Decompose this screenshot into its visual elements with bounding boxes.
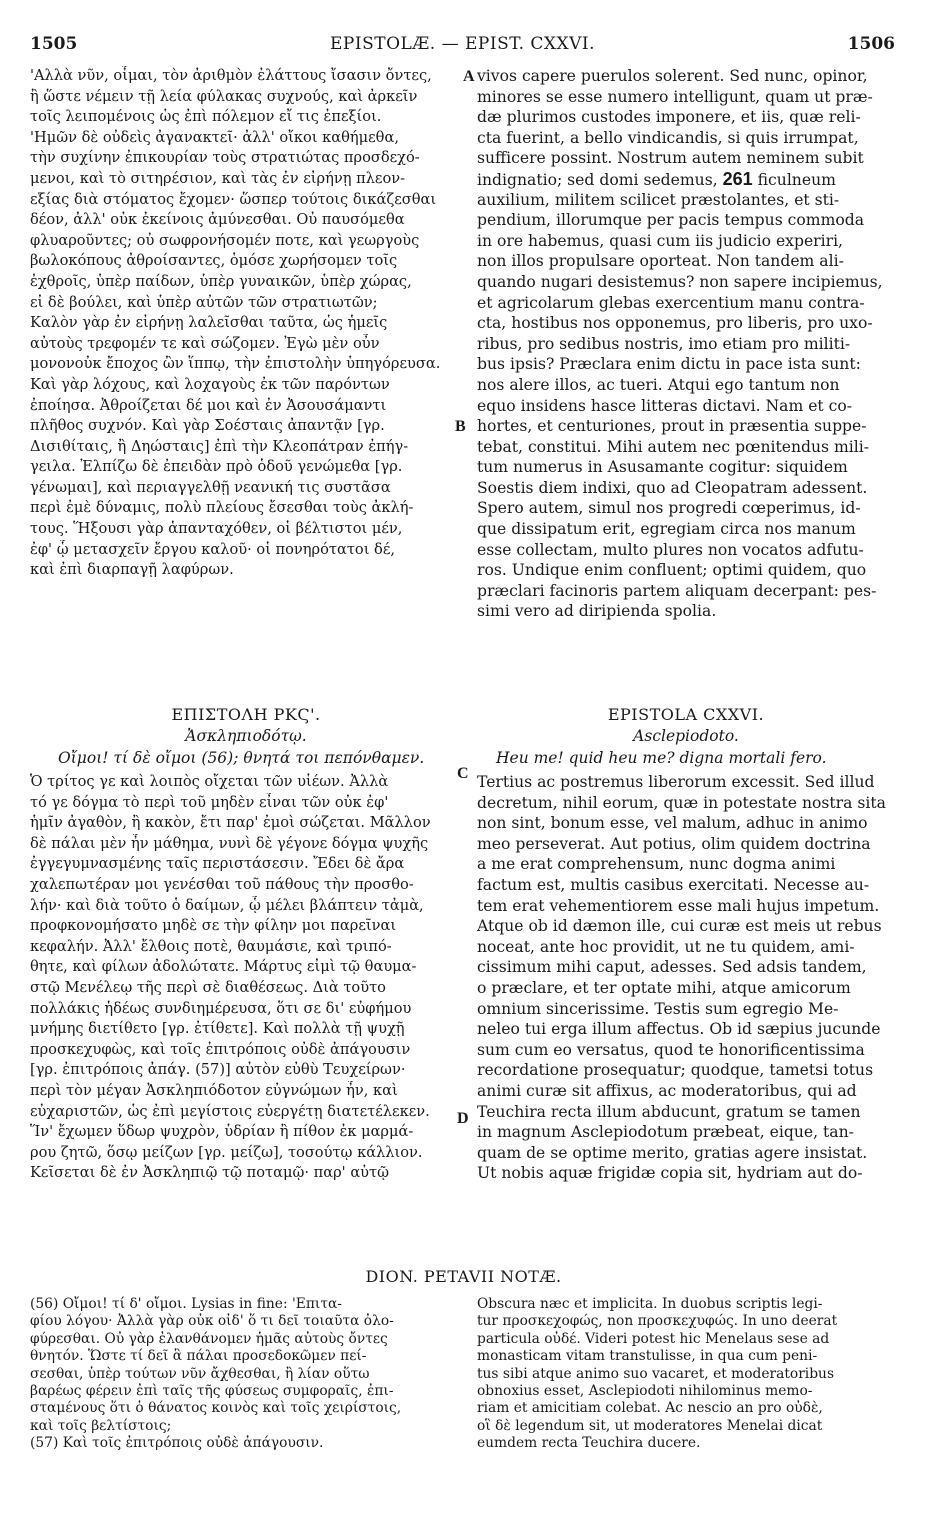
greek-line: προσκεχυφὼς, καὶ τοῖς ἐπιτρόποις οὐδὲ ἀπάγουσιν [30,1040,411,1058]
latin-letter-addressee: Asclepiodoto. [633,727,739,745]
greek-line: [γρ. ἐπιτρόποις ἀπάγ. (57)] αὐτὸν εὐθὺ Τευχείρων· [30,1061,406,1079]
latin-line: cta, hostibus nos opponemus, pro liberis, pro uxo- [477,314,873,333]
latin-line: tebat, constitui. Mihi autem nec pœnitendus mili- [477,437,870,456]
latin-line: non illos propulsare oporteat. Non tandem ali- [477,252,844,271]
greek-line: ἢ ὥστε νέμειν τῇ λεία φύλακας συχνούς, καὶ ἀρκεῖν [30,87,418,105]
latin-line: decretum, nihil eorum, quæ in potestate nostra sita [477,793,886,812]
latin-line: vivos capere puerulos solerent. Sed nunc, opinor, [477,67,868,85]
note-line: (57) Καὶ τοῖς ἐπιτρόποις οὐδὲ ἀπάγουσιν. [30,1435,324,1452]
latin-line: sum cum eo versatus, quod te honorificentissima [477,1040,865,1059]
latin-line: meo perseverat. Aut potius, olim quidem doctrina [477,834,871,853]
note-line: obnoxius esset, Asclepiodoti nihilominus memo- [477,1382,813,1399]
latin-line: cissimum mihi caput, adesses. Sed adsis tandem, [477,958,867,977]
latin-text-top [477,66,895,696]
latin-line [477,169,895,190]
latin-line: omnium sincerissime. Testis sum egregio Me- [477,999,839,1018]
greek-line: τό γε δόγμα τὸ περὶ τοῦ μηδὲν εἶναι τῶν οὐκ ἐφ' [30,793,389,811]
greek-line: Καλὸν γὰρ ἐν εἰρήνῃ λαλεῖσθαι ταῦτα, ὡς ἡμεῖς [30,314,388,332]
latin-line: ribus, pro sedibus nostris, imo etiam pro militi- [477,334,851,353]
running-title: EPISTOLÆ. — EPIST. CXXVI. [330,34,595,54]
latin-line: sufficere possint. Nostrum autem neminem subit [477,149,864,168]
latin-line-text: ficulneum [752,170,836,189]
latin-line: Spero autem, simul nos progredi cœperimus, id- [477,499,861,518]
note-line: σταμένους ὅτι ὁ θάνατος κοινὸς καὶ τοῖς χειρίστοις, [30,1400,402,1417]
note-line: eumdem recta Teuchira ducere. [477,1435,701,1452]
latin-line: Teuchira recta illum abducunt, gratum se tamen [477,1102,861,1121]
greek-line: μονονοὐκ ἔποχος ὢν ἵππῳ, τὴν ἐπιστολὴν ὑπηγόρευσα. [30,355,441,373]
latin-letter-epigraph: Heu me! quid heu me? digna mortali fero. [496,749,827,767]
greek-line: ἡμῖν ἀγαθὸν, ἢ κακὸν, ἔτι παρ' ἐμοὶ σώζεται. Μᾶλλον [30,814,431,832]
note-line: θνητόν. Ὥστε τί δεῖ ἃ πάλαι προσεδοκῶμεν πεί- [30,1348,367,1365]
greek-line: Ὁ τρίτος γε καὶ λοιπὸς οἴχεται τῶν υἱέων. Ἀλλὰ [30,773,389,790]
latin-line: Soestis diem indixi, quo ad Cleopatram adessent. [477,478,868,497]
latin-line: auxilium, militem scilicet præstolantes, et sti- [477,190,840,209]
latin-line: non sint, bonum esse, vel malum, adhuc in animo [477,814,868,833]
notes-left-column [30,1296,468,1466]
greek-line: ἐφ' ᾧ μετασχεῖν ἔργου καλοῦ· οἱ πονηρότατοι δέ, [30,540,396,558]
latin-line: cta fuerint, a bello vindicandis, si quis irrumpat, [477,128,859,147]
latin-line: que dissipatum erit, egregiam circa nos manum [477,520,856,539]
greek-line: ἐγγεγυμνασμένης ταῖς περιστάσεσιν. Ἔδει δὲ ἄρα [30,855,405,873]
greek-line: εἰ δὲ βούλει, καὶ ὑπὲρ αὐτῶν τῶν στρατιωτῶν; [30,293,378,311]
greek-line: δέον, ἀλλ' οὐκ ἐκείνοις ἀμύνεσθαι. Οὐ παυσόμεθα [30,211,405,229]
greek-line: γειλα. Ἐλπίζω δὲ ἐπειδὰν πρὸ ὁδοῦ γενώμεθα [γρ. [30,458,403,476]
greek-letter-addressee: Ἀσκληπιοδότῳ. [185,727,307,745]
greek-line: μενοι, καὶ τὸ σιτηρέσιον, καὶ τὰς ἐν εἰρήνῃ πλεον- [30,169,406,187]
greek-line: κεφαλήν. Ἀλλ' ἔλθοις ποτὲ, θαυμάσιε, καὶ τριπό- [30,937,392,955]
note-line: monasticam vitam transtulisse, in qua cum peni- [477,1348,818,1365]
note-line: particula οὐδέ. Videri potest hic Menelaus sese ad [477,1330,830,1347]
latin-line: a me erat comprehensum, nunc dogma animi [477,855,836,874]
latin-line: o præclare, et ter optate mihi, atque amicorum [477,978,851,997]
greek-letter-title: ΕΠΙΣΤΟΛΗ ΡΚϚ'. [171,705,321,724]
latin-line: minores se esse numero intelligunt, quam ut præ- [477,87,873,106]
greek-line: πλῆθος συχνόν. Καὶ γὰρ Σοέσταις ἀπαντᾷν [γρ. [30,417,385,435]
latin-line: quam de se optime merito, gratias agere insistat. [477,1143,868,1162]
greek-letter-body [30,772,462,1192]
latin-line: Ut nobis aquæ frigidæ copia sit, hydriam aut do- [477,1164,863,1183]
page-header [30,34,895,56]
greek-line: προφκονομήσατο μηδὲ σε τὴν φίλην μοι παρεῖναι [30,917,397,935]
latin-line: factum est, multis casibus exercitati. Necesse au- [477,875,870,894]
greek-line: ρου ζητῶ, ὅσῳ μείζων [γρ. μείζω], τοσούτῳ κάλλιον. [30,1143,423,1161]
greek-line: δὲ πάλαι μὲν ἦν μάθημα, νυνὶ δὲ γέγονε δόγμα ψυχῆς [30,834,429,852]
greek-line: Ἵν' ἔχωμεν ὕδωρ ψυχρὸν, ὑδρίαν ἢ πίθον ἐκ μαρμά- [30,1123,414,1141]
greek-line: Δισιθίταις, ἢ Δηώσταις] ἐπὶ τὴν Κλεοπάτραν ἐπήγ- [30,437,409,455]
greek-line: γένωμαι], καὶ περιαγγελθῇ νεανική τις συστᾶσα [30,478,391,496]
note-line: καὶ τοῖς βελτίστοις; [30,1417,172,1434]
note-line: φίου λόγου· Ἀλλὰ γὰρ οὐκ οἶδ' ὅ τι δεῖ τοιαῦτα ὀλο- [30,1313,394,1330]
greek-line: τοῖς λειπομένοις ὡς ἐπὶ πόλεμον εἴ τις ἐπεξίοι. [30,108,382,126]
greek-line: μνήμης διετίθετο [γρ. ἐτίθετε]. Καὶ πολλὰ τῇ ψυχῇ [30,1020,405,1038]
latin-line: in ore habemus, quasi cum iis judicio experiri, [477,231,844,250]
latin-line: tem erat vehementiorem esse mali hujus impetum. [477,896,880,915]
greek-line: πολλάκις ἡδέως συνδιημέρευσα, ὅτι σε δι' εὐφήμου [30,999,412,1017]
latin-line: animi curæ sit affixus, ac moderatoribus, qui ad [477,1081,857,1100]
note-line: οἳ δὲ legendum sit, ut moderatores Menelai dicat [477,1417,823,1434]
column-number-261: 261 [722,168,753,189]
greek-line: εὐχαριστῶν, ὡς ἐπὶ μεγίστοις εὐεργέτῃ διατετέλεκεν. [30,1102,430,1120]
greek-line: περὶ ἐμὲ δύναμις, πολὺ πλείους ἔσεσθαι τοὺς ἀκλή- [30,499,414,517]
latin-line: recordatione prosequatur; quodque, tametsi totus [477,1061,874,1080]
latin-line: in magnum Asclepiodotum præbeat, eique, tan- [477,1123,854,1142]
note-line: riam et amicitiam colebat. Ac nescio an pro οὐδὲ, [477,1400,823,1417]
greek-line: αὐτοὺς τρεφομέν τε καὶ σώζομεν. Ἐγὼ μὲν οὖν [30,334,380,352]
latin-line: neleo tui erga illum affectus. Ob id sæpius jucunde [477,1020,881,1039]
greek-text-top [30,66,462,586]
greek-line: βωλοκόπους ἀθροίσαντες, ὁμόσε χωρήσομεν τοῖς [30,252,398,270]
greek-line: στῷ Μενέλεῳ τῆς περὶ σὲ διαθέσεως. Διὰ τοῦτο [30,978,386,996]
greek-line: φλυαροῦντες; οὐ σωφρονήσομέν ποτε, καὶ γεωργοὺς [30,231,420,249]
note-line: tur προσκεχοφώς, non προσκεχυφώς. In uno deerat [477,1313,838,1330]
latin-line: præclari facinoris partem aliquam decerpant: pes- [477,581,877,600]
latin-letter-body [477,772,895,1192]
note-line: βαρέως φέρειν ἐπὶ ταῖς τῆς φύσεως συμφοραῖς, ἐπι- [30,1382,394,1399]
latin-line: quando nugari desistemus? non sapere incipiemus, [477,272,883,291]
greek-line: τους. Ἥξουσι γὰρ ἁπανταχόθεν, οἱ βέλτιστοι μέν, [30,520,403,538]
note-line: tus sibi atque animo suo vacaret, et moderatoribus [477,1365,835,1382]
greek-line: Καὶ γὰρ λόχους, καὶ λοχαγοὺς ἐκ τῶν παρόντων [30,375,390,393]
page-number-right: 1506 [847,34,895,54]
latin-line: bus ipsis? Præclara enim dictu in pace ista sunt: [477,355,861,374]
latin-letter-title: EPISTOLA CXXVI. [607,705,765,724]
latin-line: Tertius ac postremus liberorum excessit. Sed illud [477,773,875,791]
margin-marker-a: A [463,68,475,85]
greek-line: θητε, καὶ φίλων ἀδολώτατε. Μάρτυς εἰμὶ τῷ θαυμα- [30,958,417,976]
greek-line: τὴν συχίνην ἐπικουρίαν τοὺς στρατιώτας προσδεχό- [30,149,420,167]
latin-line: ros. Undique enim confluent; optimi quidem, quo [477,561,867,580]
note-line: σεσθαι, ὑπὲρ τούτων νῦν ἄχθεσθαι, ἢ λίαν οὕτω [30,1365,370,1382]
latin-line: dæ plurimos custodes imponere, et iis, quæ reli- [477,108,861,127]
note-line: (56) Οἴμοι! τί δ' οἴμοι. Lysias in fine: 'Επιτα- [30,1296,342,1312]
greek-line: 'Ημῶν δὲ οὐδεὶς ἀγανακτεῖ· ἀλλ' οἴκοι καθήμεθα, [30,128,399,146]
latin-line: simi vero ad diripienda spolia. [477,602,717,621]
note-line: Obscura næc et implicita. In duobus scriptis legi- [477,1296,823,1312]
greek-line: Κεῖσεται δὲ ἐν Ἀσκληπιῷ τῷ ποταμῷ· παρ' αὐτῷ [30,1164,390,1182]
page-number-left: 1505 [30,34,78,54]
note-line: φύρεσθαι. Οὐ γὰρ ἐλανθάνομεν ἡμᾶς αὐτοὺς ὄντες [30,1330,388,1347]
latin-line: equo insidens hasce litteras dictavi. Nam et co- [477,396,853,415]
latin-line: Atque ob id dæmon ille, cui curæ est meis ut rebus [477,917,882,936]
latin-line: et agricolarum glebas exercentium manu contra- [477,293,865,312]
greek-line: ἐχθροῖς, ὑπὲρ παίδων, ὑπὲρ γυναικῶν, ὑπὲρ χώρας, [30,272,412,290]
greek-line: ἐποίησα. Ἀθροίζεται δέ μοι καὶ ἐν Ἀσουσάμαντι [30,396,387,414]
greek-letter-epigraph: Οἴμοι! τί δὲ οἴμοι (56); θνητά τοι πεπόνθαμεν. [58,749,425,767]
notes-right-column [477,1296,895,1466]
latin-line-text: indignatio; sed domi sedemus, [477,170,723,189]
margin-marker-c: C [457,765,469,782]
latin-line: tum numerus in Asusamante cogitur: siquidem [477,458,848,477]
greek-line: 'Αλλὰ νῦν, οἶμαι, τὸν ἀριθμὸν ἐλάττους ἴσασιν ὄντες, [30,67,432,84]
greek-line: εξίας διὰ στόματος ἔχομεν· ὥσπερ τούτοις δικάζεσθαι [30,190,437,208]
greek-line: λήν· καὶ διὰ τοῦτο ὁ δαίμων, ᾧ μέλει βλάπτειν τἀμὰ, [30,896,424,914]
greek-line: χαλεπωτέραν μοι γενέσθαι τοῦ πάθους τὴν προσθο- [30,875,414,893]
greek-line: περὶ τὸν μέγαν Ἀσκληπιόδοτον εὐγνώμων ἦν, καὶ [30,1081,398,1099]
latin-line: nos alere illos, ac tueri. Atqui ego tantum non [477,375,840,394]
greek-line: καὶ ἐπὶ διαρπαγῇ λαφύρων. [30,561,234,579]
latin-line: pendium, illorumque per pacis tempus commoda [477,211,865,230]
margin-marker-d: D [457,1110,469,1127]
notes-title: DION. PETAVII NOTÆ. [365,1267,562,1286]
latin-line: noceat, ante hoc providit, ut ne tu quidem, ami- [477,937,855,956]
margin-marker-b: B [455,418,466,435]
latin-line: hortes, et centuriones, prout in præsentia suppe- [477,417,867,436]
latin-line: esse collectam, multo plures non vocatos adfutu- [477,540,864,559]
